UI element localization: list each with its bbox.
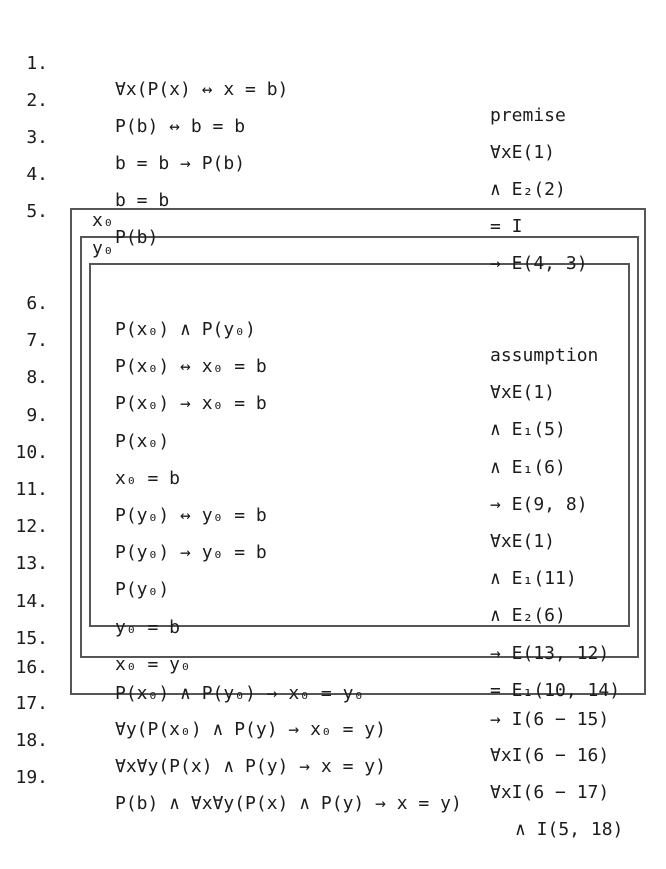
line-formula: P(x₀) → x₀ = b [115, 393, 267, 414]
line-justification: ∧ E₂(6) [490, 605, 566, 626]
line-formula: P(x₀) ↔ x₀ = b [115, 356, 267, 377]
line-number: 10. [15, 442, 48, 463]
line-number: 12. [15, 516, 48, 537]
line-number: 5. [26, 201, 48, 222]
line-formula: ∀x(P(x) ↔ x = b) [115, 79, 289, 100]
line-number: 2. [26, 90, 48, 111]
line-number: 13. [15, 553, 48, 574]
line-justification: assumption [490, 345, 599, 366]
line-formula: P(x₀) [115, 431, 170, 452]
line-formula: P(x₀) ∧ P(y₀) [115, 319, 256, 340]
line-number: 7. [26, 330, 48, 351]
line-justification: ∧ E₁(6) [490, 457, 566, 478]
box-variable-label-x0: x₀ [92, 210, 114, 231]
line-formula: P(b) ↔ b = b [115, 116, 246, 137]
proof-line-1 [0, 25, 666, 126]
line-number: 19. [15, 767, 48, 788]
line-formula: P(b) ∧ ∀x∀y(P(x) ∧ P(y) → x = y) [115, 793, 462, 814]
line-number: 15. [15, 628, 48, 649]
proof-line-6 [0, 265, 666, 366]
line-justification: → E(13, 12) [490, 643, 610, 664]
line-justification: ∀xE(1) [490, 142, 556, 163]
line-number: 1. [26, 53, 48, 74]
line-justification: → E(4, 3) [490, 253, 588, 274]
box-variable-label-y0: y₀ [92, 238, 114, 259]
line-formula: P(y₀) [115, 579, 170, 600]
line-number: 18. [15, 730, 48, 751]
line-number: 4. [26, 164, 48, 185]
line-justification: → E(9, 8) [490, 494, 588, 515]
line-justification: premise [490, 105, 566, 126]
line-number: 6. [26, 293, 48, 314]
line-formula: P(b) [115, 227, 159, 248]
line-number: 9. [26, 405, 48, 426]
line-number: 3. [26, 127, 48, 148]
line-formula: ∀y(P(x₀) ∧ P(y) → x₀ = y) [115, 719, 386, 740]
line-justification: ∧ I(5, 18) [515, 819, 624, 840]
line-justification: ∧ E₂(2) [490, 179, 566, 200]
line-formula: ∀x∀y(P(x) ∧ P(y) → x = y) [115, 756, 386, 777]
line-formula: P(y₀) ↔ y₀ = b [115, 505, 267, 526]
line-formula: P(x₀) ∧ P(y₀) → x₀ = y₀ [115, 683, 365, 704]
line-number: 11. [15, 479, 48, 500]
line-formula: x₀ = y₀ [115, 654, 191, 675]
line-justification: ∧ E₁(5) [490, 419, 566, 440]
line-formula: b = b [115, 190, 170, 211]
line-formula: P(y₀) → y₀ = b [115, 542, 267, 563]
line-justification: ∀xE(1) [490, 382, 556, 403]
line-justification: → I(6 − 15) [490, 709, 610, 730]
line-formula: x₀ = b [115, 468, 181, 489]
line-justification: = E₁(10, 14) [490, 680, 621, 701]
line-justification: ∧ E₁(11) [490, 568, 577, 589]
line-number: 14. [15, 591, 48, 612]
line-justification: ∀xI(6 − 17) [490, 782, 610, 803]
line-justification: ∀xE(1) [490, 531, 556, 552]
line-formula: b = b → P(b) [115, 153, 246, 174]
line-number: 17. [15, 693, 48, 714]
line-formula: y₀ = b [115, 617, 181, 638]
line-justification: = I [490, 216, 523, 237]
line-number: 8. [26, 367, 48, 388]
line-justification: ∀xI(6 − 16) [490, 745, 610, 766]
line-number: 16. [15, 657, 48, 678]
